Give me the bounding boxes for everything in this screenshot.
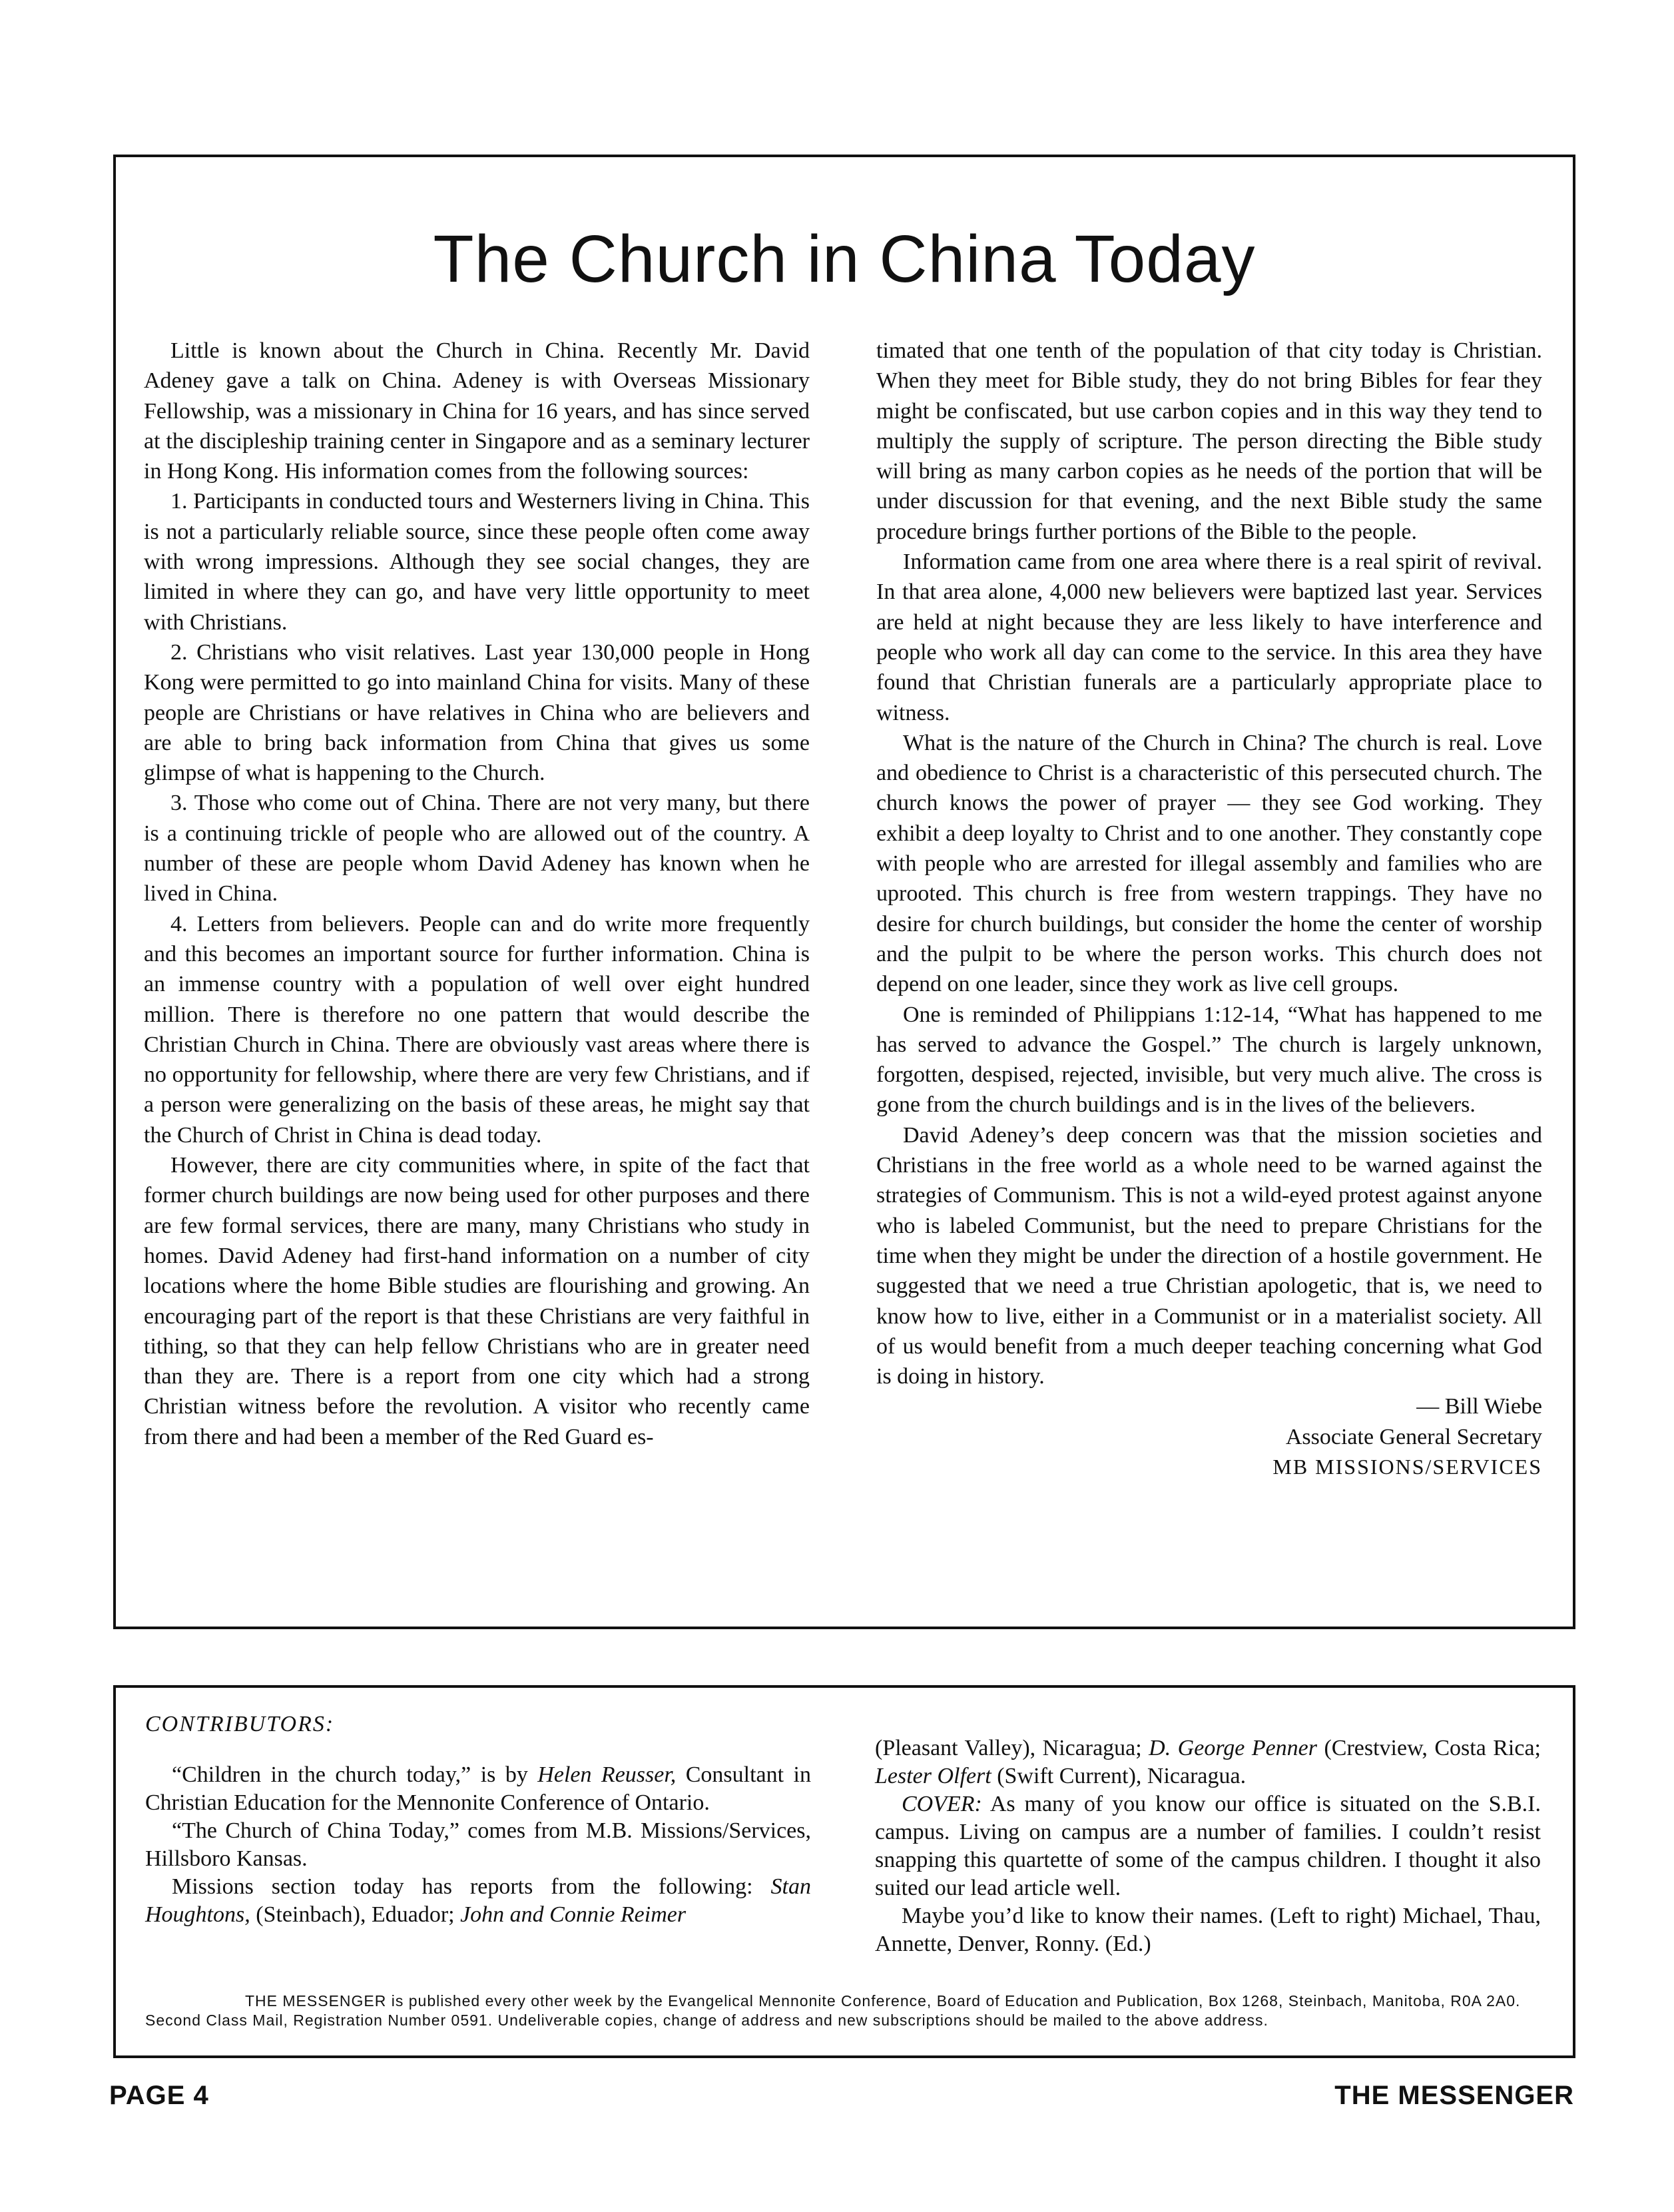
article-paragraph: Little is known about the Church in China. Recently Mr. David Adeney gave a talk on China. Adeney is with Overseas Missionary Fellowship, was a missionary in China for 16 years, and has since served at the discipleship training center in Singapore and as a seminary lecturer in Hong Kong. His information comes from the following sources: (144, 338, 810, 484)
article-paragraph: One is reminded of Philippians 1:12-14, “What has happened to me has served to advance the Gospel.” The church is largely unknown, forgotten, despised, rejected, invisible, but very much alive. The cross is gone from the church buildings and is in the lives of the believers. (876, 1002, 1542, 1118)
article-right-column (876, 336, 1542, 1482)
publication-imprint: THE MESSENGER is published every other week by the Evangelical Mennonite Conference, Board of Education and Publication, Box 1268, Steinbach, Manitoba, R0A 2A0. Second Class Mail, Registration Number 0591. Undeliverable copies, change of address and new subscriptions should be mailed to the above address. (145, 1992, 1521, 2029)
contributors-heading: CONTRIBUTORS: (145, 1712, 335, 1736)
contributor-name: John and Connie Reimer (460, 1902, 687, 1927)
article-box (113, 155, 1575, 1629)
contributors-paragraph: “Children in the church today,” is by Helen Reusser, Consultant in Christian Education for the Mennonite Conference of Ontario. (145, 1762, 811, 1815)
article-paragraph: What is the nature of the Church in China? The church is real. Love and obedience to Christ is a characteristic of this persecuted church. The church knows the power of prayer — they see God working. They exhibit a deep loyalty to Christ and to one another. They constantly cope with people who are arrested for illegal assembly and families who are uprooted. This church is free from western trappings. They have no desire for church buildings, but consider the home the center of worship and the pulpit to be where the person works. This church does not depend on one leader, since they work as live cell groups. (876, 730, 1542, 997)
contributor-name: Lester Olfert (875, 1764, 991, 1788)
article-paragraph: 4. Letters from believers. People can and do write more frequently and this becomes an important source for further information. China is an immense country with a population of well over eight hundred million. There is therefore no one pattern that would describe the Christian Church in China. There are obviously vast areas where there is no opportunity for fellowship, where there are very few Christians, and if a person were generalizing on the basis of these areas, he might say that the Church of Christ in China is dead today. (144, 911, 810, 1148)
contributors-box (113, 1685, 1575, 2058)
signature-name: — Bill Wiebe (1416, 1394, 1542, 1419)
contributors-paragraph: Missions section today has reports from the following: Stan Houghtons, (Steinbach), Eduador; John and Connie Reimer (145, 1874, 811, 1927)
contributor-name: Stan Houghtons, (145, 1874, 811, 1927)
article-paragraph: Information came from one area where there is a real spirit of revival. In that area alone, 4,000 new believers were baptized last year. Services are held at night because they are less likely to have interference and people who work all day can come to the service. In this area they have found that Christian funerals are a particularly appropriate place to witness. (876, 550, 1542, 725)
article-paragraph: David Adeney’s deep concern was that the mission societies and Christians in the free world as a whole need to be warned against the strategies of Communism. This is not a wild-eyed protest against anyone who is labeled Communist, but the need to prepare Christians for the time when they might be under the direction of a hostile government. He suggested that we need a true Christian apologetic, that is, we need to know how to live, either in a Communist or in a materialist society. All of us would benefit from a much deeper teaching concerning what God is doing in history. (876, 1122, 1542, 1389)
article-title: The Church in China Today (433, 222, 1256, 296)
contributor-name: D. George Penner (1149, 1736, 1317, 1760)
article-paragraph: 2. Christians who visit relatives. Last year 130,000 people in Hong Kong were permitted to go into mainland China for visits. Many of these people are Christians or have relatives in China who are believers and are able to bring back information from China that gives us some glimpse of what is happening to the Church. (144, 639, 810, 786)
contributors-paragraph: “The Church of China Today,” comes from M.B. Missions/Services, Hillsboro Kansas. (145, 1818, 811, 1871)
contributors-paragraph: (Pleasant Valley), Nicaragua; D. George Penner (Crestview, Costa Rica; Lester Olfert (Swift Current), Nicaragua. (875, 1736, 1541, 1788)
contributor-name: Helen Reusser, (537, 1762, 677, 1787)
article-left-column (144, 336, 810, 1452)
cover-note: COVER: As many of you know our office is situated on the S.B.I. campus. Living on campus are a number of families. I couldn’t resist snapping this quartette of some of the campus children. I thought it also suited our lead article well. (875, 1792, 1541, 1900)
article-paragraph: 3. Those who come out of China. There are not very many, but there is a continuing trickle of people who are allowed out of the country. A number of these are people whom David Adeney has known when he lived in China. (144, 791, 810, 907)
cover-label: COVER: (902, 1792, 982, 1816)
contributors-left-column (145, 1761, 811, 1929)
article-paragraph: However, there are city communities where, in spite of the fact that former church buildings are now being used for other purposes and there are few formal services, there are many, many Christians who study in homes. David Adeney had first-hand information on a number of city locations where the home Bible studies are flourishing and growing. An encouraging part of the report is that these Christians are very faithful in tithing, so that they can help fellow Christians who are in greater need than they are. There is a report from one city which had a strong Christian witness before the revolution. A visitor who recently came from there and had been a member of the Red Guard es- (144, 1153, 810, 1449)
article-paragraph: timated that one tenth of the population of that city today is Christian. When they meet for Bible study, they do not bring Bibles for fear they might be confiscated, but use carbon copies and in this way they tend to multiply the supply of scripture. The person directing the Bible study will bring as many carbon copies as he needs of the portion that will be under discussion for that evening, and the next Bible study the same procedure brings further portions of the Bible to the people. (876, 338, 1542, 544)
publication-name: THE MESSENGER (1334, 2081, 1574, 2110)
contributors-paragraph: Maybe you’d like to know their names. (Left to right) Michael, Thau, Annette, Denver, Ronny. (Ed.) (875, 1904, 1541, 1956)
signature-organization: MB MISSIONS/SERVICES (1272, 1454, 1542, 1479)
signature-role: Associate General Secretary (1285, 1424, 1542, 1449)
article-paragraph: 1. Participants in conducted tours and Westerners living in China. This is not a particularly reliable source, since these people often come away with wrong impressions. Although they see social changes, they are limited in where they can go, and have very little opportunity to meet with Christians. (144, 489, 810, 635)
page-number: PAGE 4 (109, 2081, 209, 2110)
contributors-right-column (875, 1734, 1541, 1958)
